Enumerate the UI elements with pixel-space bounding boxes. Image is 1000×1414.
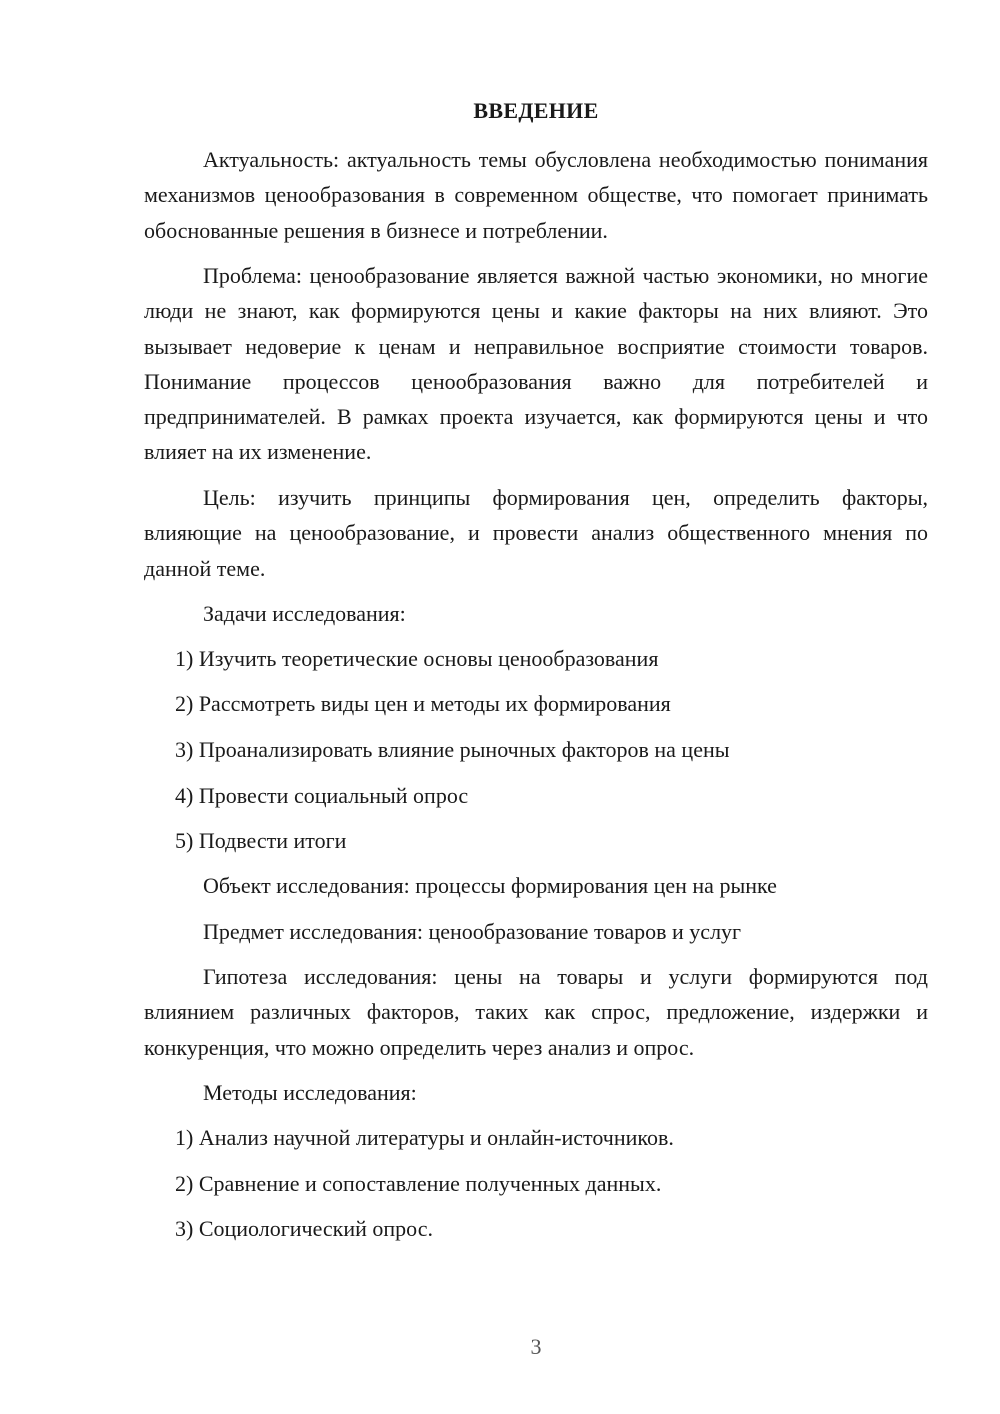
page-title: ВВЕДЕНИЕ: [473, 98, 599, 123]
hypothesis-paragraph: Гипотеза исследования: цены на товары и услуги формируются под влиянием различных факторов, таких как спрос, предложение, издержки и конкуренция, что можно определить через анализ и опрос.: [144, 964, 928, 1060]
method-item-2: 2) Сравнение и сопоставление полученных данных.: [175, 1171, 662, 1196]
actuality-paragraph: Актуальность: актуальность темы обусловлена необходимостью понимания механизмов ценообразования в современном обществе, что помогает принимать обоснованные решения в бизнесе и потреблении.: [144, 147, 928, 243]
task-item-3: 3) Проанализировать влияние рыночных факторов на цены: [175, 737, 730, 762]
page-number: 3: [530, 1334, 542, 1359]
task-item-4: 4) Провести социальный опрос: [175, 783, 469, 808]
task-item-5: 5) Подвести итоги: [175, 828, 347, 853]
research-subject: Предмет исследования: ценообразование товаров и услуг: [203, 919, 742, 944]
problem-block: [144, 258, 928, 470]
task-item-1: 1) Изучить теоретические основы ценообразования: [175, 646, 659, 671]
hypothesis-block: [144, 959, 928, 1065]
tasks-heading: Задачи исследования:: [203, 601, 406, 626]
method-item-3: 3) Социологический опрос.: [175, 1216, 433, 1241]
goal-block: [144, 480, 928, 586]
method-item-1: 1) Анализ научной литературы и онлайн-источников.: [175, 1125, 674, 1150]
goal-paragraph: Цель: изучить принципы формирования цен, определить факторы, влияющие на ценообразование, и провести анализ общественного мнения по данной теме.: [144, 485, 928, 581]
research-object: Объект исследования: процессы формирования цен на рынке: [203, 873, 777, 898]
task-item-2: 2) Рассмотреть виды цен и методы их формирования: [175, 691, 671, 716]
methods-heading: Методы исследования:: [203, 1080, 417, 1105]
problem-paragraph: Проблема: ценообразование является важной частью экономики, но многие люди не знают, как формируются цены и какие факторы на них влияют. Это вызывает недоверие к ценам и неправильное восприятие стоимости товаров. Понимание процессов ценообразования важно для потребителей и предпринимателей. В рамках проекта изучается, как формируются цены и что влияет на их изменение.: [144, 263, 928, 465]
actuality-block: [144, 142, 928, 248]
